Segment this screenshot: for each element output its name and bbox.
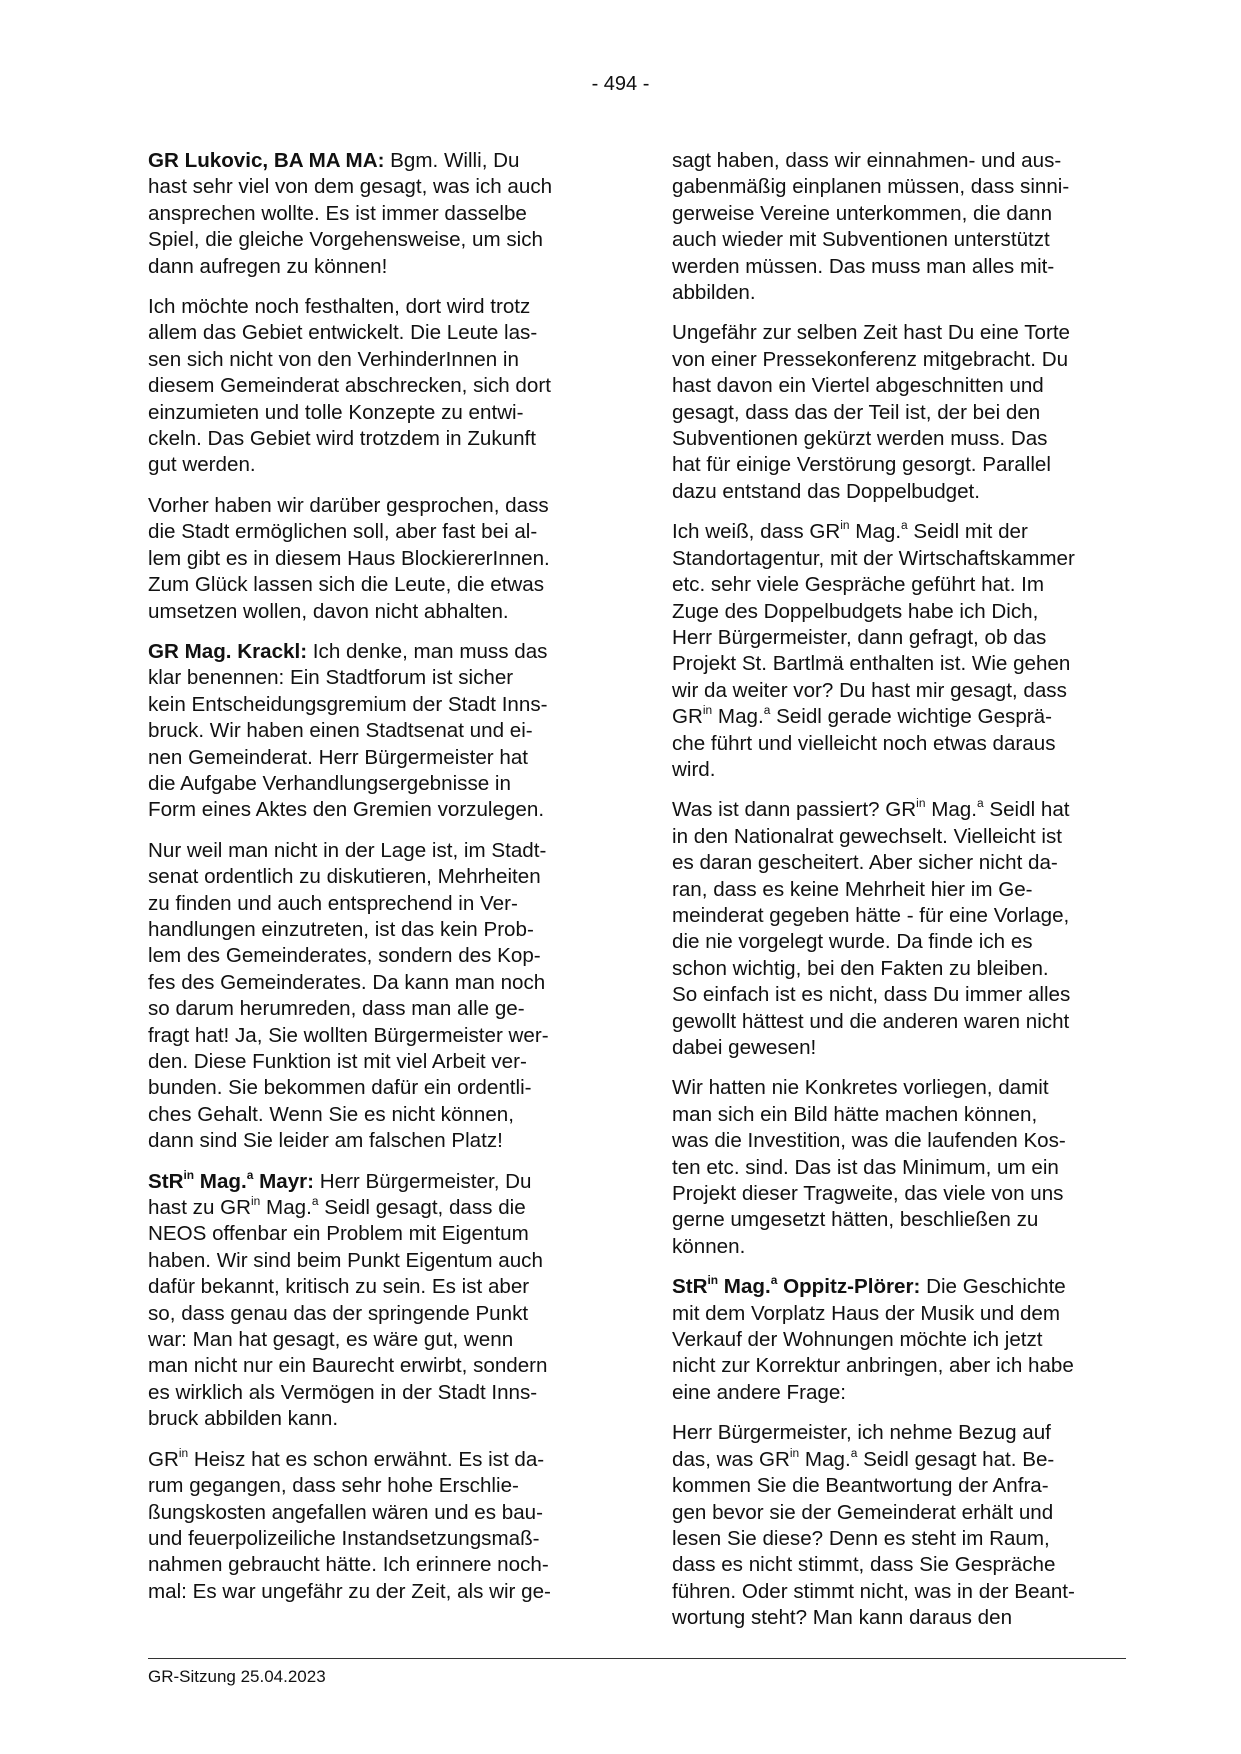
text-line: $GR^{in}$ Mag.$^a$ Seidl gerade wichtige Gesprä- (672, 703, 1052, 729)
text-line: Nur weil man nicht in der Lage ist, im Stadt- (148, 838, 547, 862)
text-line: abbilden. (672, 281, 756, 305)
speaker-name: StR$^{in}$ Mag.$^a$ Oppitz-Plörer: (672, 1273, 921, 1299)
text-line: fes des Gemeinderates. Da kann man noch (148, 970, 546, 994)
text-line: lesen Sie diese? Denn es steht im Raum, (672, 1526, 1050, 1550)
text-line: Herr Bürgermeister, ich nehme Bezug auf (672, 1421, 1051, 1445)
text-line: hast davon ein Viertel abgeschnitten und (672, 374, 1044, 398)
text-line: Vorher haben wir darüber gesprochen, dass (148, 493, 549, 517)
text-line: einzumieten und tolle Konzepte zu entwi- (148, 400, 524, 424)
text-line: GR Mag. Krackl: Ich denke, man muss das (148, 639, 548, 663)
text-line: den. Diese Funktion ist mit viel Arbeit ver- (148, 1050, 527, 1073)
text-line: haben. Wir sind beim Punkt Eigentum auch (148, 1248, 543, 1272)
text-line: gen bevor sie der Gemeinderat erhält und (672, 1500, 1054, 1524)
paragraph (672, 519, 1124, 783)
text-line: war: Man hat gesagt, es wäre gut, wenn (148, 1328, 514, 1352)
text-line: man sich ein Bild hätte machen können, (672, 1102, 1038, 1126)
text-line: eine andere Frage: (672, 1380, 847, 1404)
text-line: Standortagentur, mit der Wirtschaftskammer (672, 546, 1075, 570)
paragraph (148, 838, 600, 1155)
text-line: Verkauf der Wohnungen möchte ich jetzt (672, 1328, 1043, 1352)
paragraph (148, 1447, 600, 1605)
text-line: hast zu $GR^{in}$ Mag.$^a$ Seidl gesagt, dass die (148, 1194, 526, 1220)
text-line: nahmen gebraucht hätte. Ich erinnere noch- (148, 1553, 549, 1577)
text-line: dafür bekannt, kritisch zu sein. Es ist aber (148, 1275, 530, 1299)
text-line: diesem Gemeinderat abschrecken, sich dort (148, 374, 551, 398)
text-line: auch wieder mit Subventionen unterstützt (672, 228, 1050, 252)
text-line: senat ordentlich zu diskutieren, Mehrheiten (148, 865, 541, 889)
footer-session-date: GR-Sitzung 25.04.2023 (148, 1667, 326, 1686)
footer-divider (148, 1658, 1126, 1659)
text-line: Zuge des Doppelbudgets habe ich Dich, (672, 599, 1039, 623)
text-line: Wir hatten nie Konkretes vorliegen, damit (672, 1076, 1049, 1100)
text-line: gerweise Vereine unterkommen, die dann (672, 201, 1053, 225)
text-line: Spiel, die gleiche Vorgehensweise, um sich (148, 228, 543, 252)
text-line: man nicht nur ein Baurecht erwirbt, sondern (148, 1354, 548, 1378)
text-line: klar benennen: Ein Stadtforum ist sicher (148, 666, 514, 690)
paragraph (672, 1274, 1124, 1406)
text-line: es daran gescheitert. Aber sicher nicht da- (672, 851, 1058, 875)
text-line: ckeln. Das Gebiet wird trotzdem in Zukunft (148, 427, 537, 451)
text-line: von einer Pressekonferenz mitgebracht. Du (672, 347, 1069, 371)
text-line: und feuerpolizeiliche Instandsetzungsmaß- (148, 1526, 540, 1550)
text-line: lem gibt es in diesem Haus BlockiererInnen. (148, 546, 550, 570)
text-line: nicht zur Korrektur anbringen, aber ich habe (672, 1354, 1074, 1378)
paragraph (148, 294, 600, 479)
text-line: StR$^{in}$ Mag.$^a$ Oppitz-Plörer: Die Geschichte (672, 1273, 1066, 1299)
paragraph (672, 320, 1124, 505)
text-line: So einfach ist es nicht, dass Du immer alles (672, 983, 1071, 1007)
text-line: Subventionen gekürzt werden muss. Das (672, 427, 1048, 451)
text-line: ansprechen wollte. Es ist immer dasselbe (148, 201, 527, 225)
text-line: führen. Oder stimmt nicht, was in der Beant- (672, 1579, 1075, 1603)
text-line: in den Nationalrat gewechselt. Vielleicht ist (672, 824, 1062, 848)
paragraph (148, 639, 600, 824)
text-line: Zum Glück lassen sich die Leute, die etwas (148, 573, 545, 597)
text-line: wir da weiter vor? Du hast mir gesagt, dass (672, 678, 1067, 702)
text-line: Form eines Aktes den Gremien vorzulegen. (148, 798, 545, 822)
text-line: ches Gehalt. Wenn Sie es nicht können, (148, 1102, 514, 1126)
text-line: können. (672, 1234, 746, 1258)
paragraph (672, 1420, 1124, 1631)
paragraph (148, 148, 600, 280)
paragraph (672, 1075, 1124, 1260)
text-line: Ich möchte noch festhalten, dort wird trotz (148, 295, 531, 319)
text-line: che führt und vielleicht noch etwas daraus (672, 731, 1056, 755)
text-line: die nie vorgelegt wurde. Da finde ich es (672, 930, 1033, 954)
speaker-name: GR Mag. Krackl: (148, 639, 308, 663)
text-line: GR Lukovic, BA MA MA: Bgm. Willi, Du (148, 149, 520, 172)
speaker-name: StR$^{in}$ Mag.$^a$ Mayr: (148, 1167, 315, 1193)
text-line: handlungen einzutreten, ist das kein Prob- (148, 917, 534, 941)
text-line: meinderat gegeben hätte - für eine Vorlage, (672, 903, 1070, 927)
text-line: dass es nicht stimmt, dass Sie Gespräche (672, 1553, 1056, 1577)
text-line: kein Entscheidungsgremium der Stadt Inns- (148, 692, 548, 716)
text-line: Projekt St. Bartlmä enthalten ist. Wie gehen (672, 652, 1071, 676)
text-line: schon wichtig, bei den Fakten zu bleiben. (672, 956, 1049, 980)
speaker-name: GR Lukovic, BA MA MA: (148, 149, 385, 172)
text-line: werden müssen. Das muss man alles mit- (672, 254, 1055, 278)
text-line: die Stadt ermöglichen soll, aber fast bei al- (148, 520, 538, 544)
text-line: dann sind Sie leider am falschen Platz! (148, 1129, 503, 1153)
text-line: das, was $GR^{in}$ Mag.$^a$ Seidl gesagt hat. Be- (672, 1445, 1055, 1471)
text-line: sen sich nicht von den VerhinderInnen in (148, 347, 519, 371)
text-line: hast sehr viel von dem gesagt, was ich auch (148, 175, 553, 199)
text-line: Was ist dann passiert? $GR^{in}$ Mag.$^a$ Seidl hat (672, 796, 1070, 822)
text-line: etc. sehr viele Gespräche geführt hat. Im (672, 573, 1045, 597)
text-line: so darum herumreden, dass man alle ge- (148, 997, 525, 1021)
paragraph (672, 148, 1124, 306)
text-line: bunden. Sie bekommen dafür ein ordentli- (148, 1076, 532, 1100)
text-line: ßungskosten angefallen wären und es bau- (148, 1500, 543, 1524)
text-line: ran, dass es keine Mehrheit hier im Ge- (672, 877, 1033, 901)
text-column-right (672, 148, 1124, 1646)
text-line: Ich weiß, dass $GR^{in}$ Mag.$^a$ Seidl mit der (672, 518, 1028, 544)
text-line: mal: Es war ungefähr zu der Zeit, als wir ge- (148, 1579, 551, 1603)
text-line: bruck abbilden kann. (148, 1407, 339, 1431)
text-line: dazu entstand das Doppelbudget. (672, 479, 981, 503)
paragraph (672, 797, 1124, 1061)
text-line: kommen Sie die Beantwortung der Anfra- (672, 1474, 1049, 1498)
text-line: gerne umgesetzt hätten, beschließen zu (672, 1208, 1039, 1232)
text-line: dann aufregen zu können! (148, 254, 388, 278)
text-line: gut werden. (148, 453, 256, 477)
page-number: - 494 - (591, 73, 650, 95)
text-column-left (148, 148, 600, 1619)
text-line: gesagt, dass das der Teil ist, der bei den (672, 400, 1041, 424)
text-line: zu finden und auch entsprechend in Ver- (148, 891, 518, 915)
text-line: Ungefähr zur selben Zeit hast Du eine Torte (672, 321, 1070, 345)
text-line: nen Gemeinderat. Herr Bürgermeister hat (148, 745, 529, 769)
text-line: mit dem Vorplatz Haus der Musik und dem (672, 1301, 1061, 1325)
text-line: StR$^{in}$ Mag.$^a$ Mayr: Herr Bürgermeister, Du (148, 1167, 532, 1193)
text-line: bruck. Wir haben einen Stadtsenat und ei- (148, 719, 533, 743)
paragraph (148, 1169, 600, 1433)
text-line: NEOS offenbar ein Problem mit Eigentum (148, 1222, 529, 1246)
text-line: allem das Gebiet entwickelt. Die Leute las- (148, 321, 538, 345)
text-line: gewollt hättest und die anderen waren nicht (672, 1009, 1070, 1033)
text-line: es wirklich als Vermögen in der Stadt Inns- (148, 1380, 538, 1404)
text-line: wird. (672, 757, 716, 781)
text-line: Herr Bürgermeister, dann gefragt, ob das (672, 625, 1047, 649)
text-line: so, dass genau das der springende Punkt (148, 1301, 529, 1325)
text-line: was die Investition, was die laufenden Kos- (672, 1129, 1066, 1153)
text-line: umsetzen wollen, davon nicht abhalten. (148, 599, 509, 623)
text-line: rum gegangen, dass sehr hohe Erschlie- (148, 1474, 519, 1498)
text-line: wortung steht? Man kann daraus den (672, 1606, 1013, 1630)
text-line: Projekt dieser Tragweite, das viele von uns (672, 1182, 1064, 1206)
text-line: hat für einige Verstörung gesorgt. Parallel (672, 453, 1051, 477)
text-line: fragt hat! Ja, Sie wollten Bürgermeister wer- (148, 1023, 549, 1047)
text-line: ten etc. sind. Das ist das Minimum, um ein (672, 1155, 1059, 1179)
text-line: sagt haben, dass wir einnahmen- und aus- (672, 149, 1062, 172)
text-line: die Aufgabe Verhandlungsergebnisse in (148, 771, 511, 795)
text-line: dabei gewesen! (672, 1036, 817, 1059)
text-line: gabenmäßig einplanen müssen, dass sinni- (672, 175, 1070, 199)
text-line: lem des Gemeinderates, sondern des Kop- (148, 944, 541, 968)
paragraph (148, 493, 600, 625)
text-line: $GR^{in}$ Heisz hat es schon erwähnt. Es ist da- (148, 1445, 545, 1471)
